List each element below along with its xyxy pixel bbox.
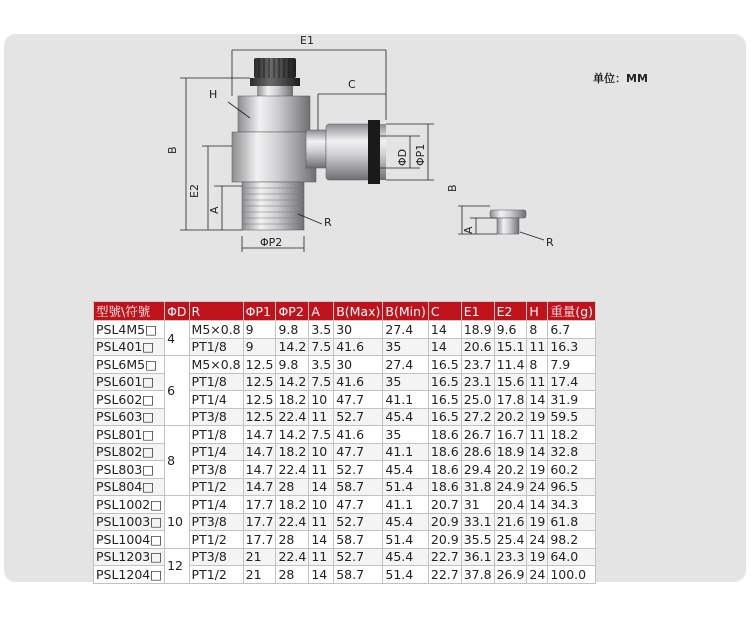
table-cell: 16.3 (548, 338, 596, 356)
table-cell: 27.4 (383, 356, 429, 374)
table-cell: 37.8 (461, 566, 494, 584)
header-cell: A (309, 302, 334, 321)
label-P2: ΦP2 (260, 236, 283, 249)
model-cell: PSL4M5□ (94, 321, 165, 339)
table-row (94, 426, 596, 444)
spec-table (93, 301, 596, 584)
label-A-side: A (462, 226, 475, 234)
table-cell: 22.4 (276, 548, 309, 566)
table-cell: 41.1 (383, 443, 429, 461)
model-cell: PSL1204□ (94, 566, 165, 584)
table-cell: 26.7 (461, 426, 494, 444)
model-cell: PSL602□ (94, 391, 165, 409)
label-E2: E2 (188, 184, 201, 198)
table-cell: 21 (243, 548, 276, 566)
table-cell: 14 (428, 321, 461, 339)
table-cell: 31 (461, 496, 494, 514)
neck (257, 86, 293, 96)
table-cell: 60.2 (548, 461, 596, 479)
model-cell: PSL802□ (94, 443, 165, 461)
label-E1: E1 (300, 34, 314, 47)
label-H: H (209, 88, 218, 101)
table-cell: 64.0 (548, 548, 596, 566)
table-cell: M5×0.8 (189, 356, 243, 374)
table-cell: 18.9 (461, 321, 494, 339)
header-cell: 重量(g) (548, 302, 596, 321)
model-cell: PSL6M5□ (94, 356, 165, 374)
header-cell: B(Min) (383, 302, 429, 321)
table-cell: 47.7 (334, 391, 383, 409)
table-cell: 31.9 (548, 391, 596, 409)
label-B-side: B (446, 184, 459, 192)
table-cell: 19 (527, 408, 548, 426)
label-R-side: R (546, 236, 554, 249)
label-D: ΦD (396, 148, 409, 166)
table-cell: 11.4 (494, 356, 527, 374)
table-cell: 11 (309, 548, 334, 566)
table-cell: 23.7 (461, 356, 494, 374)
table-cell: 35 (383, 373, 429, 391)
table-cell: 32.8 (548, 443, 596, 461)
table-cell: 10 (309, 496, 334, 514)
table-cell: 14.2 (276, 338, 309, 356)
tube-od-cell: 6 (165, 356, 189, 426)
table-cell: 14 (309, 478, 334, 496)
table-cell: 22.4 (276, 408, 309, 426)
collet-ring (380, 124, 386, 180)
table-cell: 61.8 (548, 513, 596, 531)
header-cell: 型號\符號 (94, 302, 165, 321)
table-cell: 27.4 (383, 321, 429, 339)
table-cell: 51.4 (383, 531, 429, 549)
table-cell: 22.4 (276, 461, 309, 479)
table-cell: 15.6 (494, 373, 527, 391)
table-cell: 58.7 (334, 566, 383, 584)
table-cell: 17.7 (243, 531, 276, 549)
table-cell: 21.6 (494, 513, 527, 531)
table-cell: PT1/2 (189, 566, 243, 584)
model-cell: PSL1002□ (94, 496, 165, 514)
table-cell: PT3/8 (189, 513, 243, 531)
table-cell: 12.5 (243, 356, 276, 374)
table-cell: 14.7 (243, 443, 276, 461)
table-cell: 10 (309, 391, 334, 409)
table-cell: PT3/8 (189, 548, 243, 566)
table-cell: 9 (243, 321, 276, 339)
table-cell: 20.2 (494, 461, 527, 479)
header-cell: E2 (494, 302, 527, 321)
table-cell: 52.7 (334, 513, 383, 531)
table-cell: 30 (334, 356, 383, 374)
table-cell: 31.8 (461, 478, 494, 496)
table-cell: 7.5 (309, 373, 334, 391)
label-A: A (208, 206, 221, 214)
table-cell: 14.7 (243, 426, 276, 444)
table-row (94, 356, 596, 374)
table-cell: PT3/8 (189, 461, 243, 479)
table-cell: 9.8 (276, 321, 309, 339)
table-cell: 28.6 (461, 443, 494, 461)
table-cell: 47.7 (334, 496, 383, 514)
table-cell: 20.9 (428, 513, 461, 531)
table-cell: 20.4 (494, 496, 527, 514)
table-cell: 14 (527, 496, 548, 514)
table-cell: 52.7 (334, 408, 383, 426)
table-cell: 35.5 (461, 531, 494, 549)
table-row (94, 548, 596, 566)
table-cell: 18.6 (428, 478, 461, 496)
table-cell: 20.7 (428, 496, 461, 514)
table-cell: 16.5 (428, 391, 461, 409)
table-cell: 14 (527, 391, 548, 409)
table-cell: 45.4 (383, 513, 429, 531)
table-cell: 11 (527, 426, 548, 444)
table-cell: 41.1 (383, 496, 429, 514)
table-cell: 20.9 (428, 531, 461, 549)
tube-od-cell: 10 (165, 496, 189, 549)
table-cell: 28 (276, 531, 309, 549)
fitting-dimension-drawing (0, 0, 750, 300)
release-collet (368, 120, 380, 184)
table-cell: 14.7 (243, 478, 276, 496)
table-cell: PT1/8 (189, 373, 243, 391)
table-cell: 51.4 (383, 566, 429, 584)
table-cell: 23.3 (494, 548, 527, 566)
table-cell: PT1/4 (189, 496, 243, 514)
table-cell: 34.3 (548, 496, 596, 514)
table-cell: 9.8 (276, 356, 309, 374)
table-cell: 6.7 (548, 321, 596, 339)
table-cell: 24 (527, 566, 548, 584)
model-cell: PSL803□ (94, 461, 165, 479)
label-R: R (324, 216, 332, 229)
table-cell: 3.5 (309, 356, 334, 374)
table-cell: 41.1 (383, 391, 429, 409)
model-cell: PSL1003□ (94, 513, 165, 531)
table-cell: 12.5 (243, 391, 276, 409)
table-cell: 14 (527, 443, 548, 461)
header-cell: B(Max) (334, 302, 383, 321)
table-cell: 41.6 (334, 373, 383, 391)
table-cell: 11 (527, 373, 548, 391)
table-cell: 8 (527, 321, 548, 339)
table-cell: 98.2 (548, 531, 596, 549)
table-cell: 15.1 (494, 338, 527, 356)
spec-table-header (94, 302, 596, 321)
table-cell: 41.6 (334, 338, 383, 356)
table-cell: 25.4 (494, 531, 527, 549)
table-cell: 14.7 (243, 461, 276, 479)
hex-body (238, 96, 310, 132)
table-cell: 18.9 (494, 443, 527, 461)
table-cell: 11 (309, 513, 334, 531)
table-cell: 17.7 (243, 513, 276, 531)
table-cell: 7.5 (309, 338, 334, 356)
table-cell: PT1/8 (189, 338, 243, 356)
header-cell: R (189, 302, 243, 321)
table-cell: 8 (527, 356, 548, 374)
table-cell: 19 (527, 513, 548, 531)
table-cell: 22.4 (276, 513, 309, 531)
table-cell: 14 (309, 566, 334, 584)
table-cell: 12.5 (243, 373, 276, 391)
table-cell: 36.1 (461, 548, 494, 566)
table-cell: 30 (334, 321, 383, 339)
header-cell: H (527, 302, 548, 321)
table-row (94, 496, 596, 514)
table-cell: PT3/8 (189, 408, 243, 426)
table-cell: 52.7 (334, 461, 383, 479)
table-cell: 14 (309, 531, 334, 549)
lock-nut (250, 78, 300, 86)
table-cell: 18.2 (276, 391, 309, 409)
table-cell: 25.0 (461, 391, 494, 409)
adjust-knob (254, 58, 296, 78)
table-cell: 7.5 (309, 426, 334, 444)
table-cell: PT1/2 (189, 478, 243, 496)
table-cell: 20.6 (461, 338, 494, 356)
table-cell: 33.1 (461, 513, 494, 531)
table-cell: 59.5 (548, 408, 596, 426)
table-cell: PT1/4 (189, 443, 243, 461)
tube-od-cell: 8 (165, 426, 189, 496)
header-cell: ΦP1 (243, 302, 276, 321)
table-cell: 18.6 (428, 426, 461, 444)
table-cell: 16.5 (428, 356, 461, 374)
table-cell: 45.4 (383, 461, 429, 479)
table-cell: 9 (243, 338, 276, 356)
table-cell: 58.7 (334, 531, 383, 549)
header-cell: ΦD (165, 302, 189, 321)
header-cell: C (428, 302, 461, 321)
table-cell: 16.7 (494, 426, 527, 444)
model-cell: PSL401□ (94, 338, 165, 356)
table-cell: PT1/2 (189, 531, 243, 549)
table-cell: 41.6 (334, 426, 383, 444)
table-cell: 16.5 (428, 373, 461, 391)
elbow (306, 130, 326, 168)
table-cell: PT1/8 (189, 426, 243, 444)
table-cell: 26.9 (494, 566, 527, 584)
table-cell: 19 (527, 461, 548, 479)
header-cell: ΦP2 (276, 302, 309, 321)
label-B: B (166, 146, 179, 154)
spec-table-body (94, 321, 596, 584)
table-cell: 45.4 (383, 408, 429, 426)
table-cell: 3.5 (309, 321, 334, 339)
table-cell: 11 (309, 408, 334, 426)
tube-od-cell: 4 (165, 321, 189, 356)
table-cell: 10 (309, 443, 334, 461)
table-cell: 17.7 (243, 496, 276, 514)
table-cell: 18.2 (276, 496, 309, 514)
table-cell: 47.7 (334, 443, 383, 461)
tube-od-cell: 12 (165, 548, 189, 583)
table-cell: 18.2 (548, 426, 596, 444)
table-cell: 18.2 (276, 443, 309, 461)
label-C: C (348, 78, 356, 91)
model-cell: PSL1203□ (94, 548, 165, 566)
model-cell: PSL804□ (94, 478, 165, 496)
table-cell: 28 (276, 566, 309, 584)
table-row (94, 321, 596, 339)
header-cell: E1 (461, 302, 494, 321)
table-cell: 35 (383, 338, 429, 356)
table-cell: 100.0 (548, 566, 596, 584)
table-cell: 23.1 (461, 373, 494, 391)
table-cell: 27.2 (461, 408, 494, 426)
table-cell: 58.7 (334, 478, 383, 496)
fitting-body (232, 58, 386, 230)
table-cell: 7.9 (548, 356, 596, 374)
table-cell: 96.5 (548, 478, 596, 496)
table-cell: 20.2 (494, 408, 527, 426)
table-cell: 12.5 (243, 408, 276, 426)
table-cell: 24.9 (494, 478, 527, 496)
label-P1: ΦP1 (414, 143, 427, 166)
table-cell: 51.4 (383, 478, 429, 496)
table-cell: 18.6 (428, 443, 461, 461)
table-cell: 17.4 (548, 373, 596, 391)
table-cell: 14 (428, 338, 461, 356)
unit-label: 单位：MM (593, 72, 648, 85)
table-cell: M5×0.8 (189, 321, 243, 339)
table-cell: 11 (527, 338, 548, 356)
model-cell: PSL601□ (94, 373, 165, 391)
table-cell: 28 (276, 478, 309, 496)
table-cell: 22.7 (428, 548, 461, 566)
table-cell: 9.6 (494, 321, 527, 339)
table-cell: 16.5 (428, 408, 461, 426)
model-cell: PSL801□ (94, 426, 165, 444)
table-cell: 17.8 (494, 391, 527, 409)
table-cell: 29.4 (461, 461, 494, 479)
table-cell: 52.7 (334, 548, 383, 566)
push-in-connector (326, 124, 370, 180)
table-cell: 14.2 (276, 426, 309, 444)
main-body (232, 132, 316, 182)
table-cell: 22.7 (428, 566, 461, 584)
model-cell: PSL603□ (94, 408, 165, 426)
table-cell: 24 (527, 531, 548, 549)
table-cell: 21 (243, 566, 276, 584)
table-cell: 24 (527, 478, 548, 496)
table-cell: PT1/4 (189, 391, 243, 409)
table-cell: 11 (309, 461, 334, 479)
table-cell: 45.4 (383, 548, 429, 566)
table-cell: 19 (527, 548, 548, 566)
table-cell: 18.6 (428, 461, 461, 479)
table-cell: 35 (383, 426, 429, 444)
table-cell: 14.2 (276, 373, 309, 391)
model-cell: PSL1004□ (94, 531, 165, 549)
